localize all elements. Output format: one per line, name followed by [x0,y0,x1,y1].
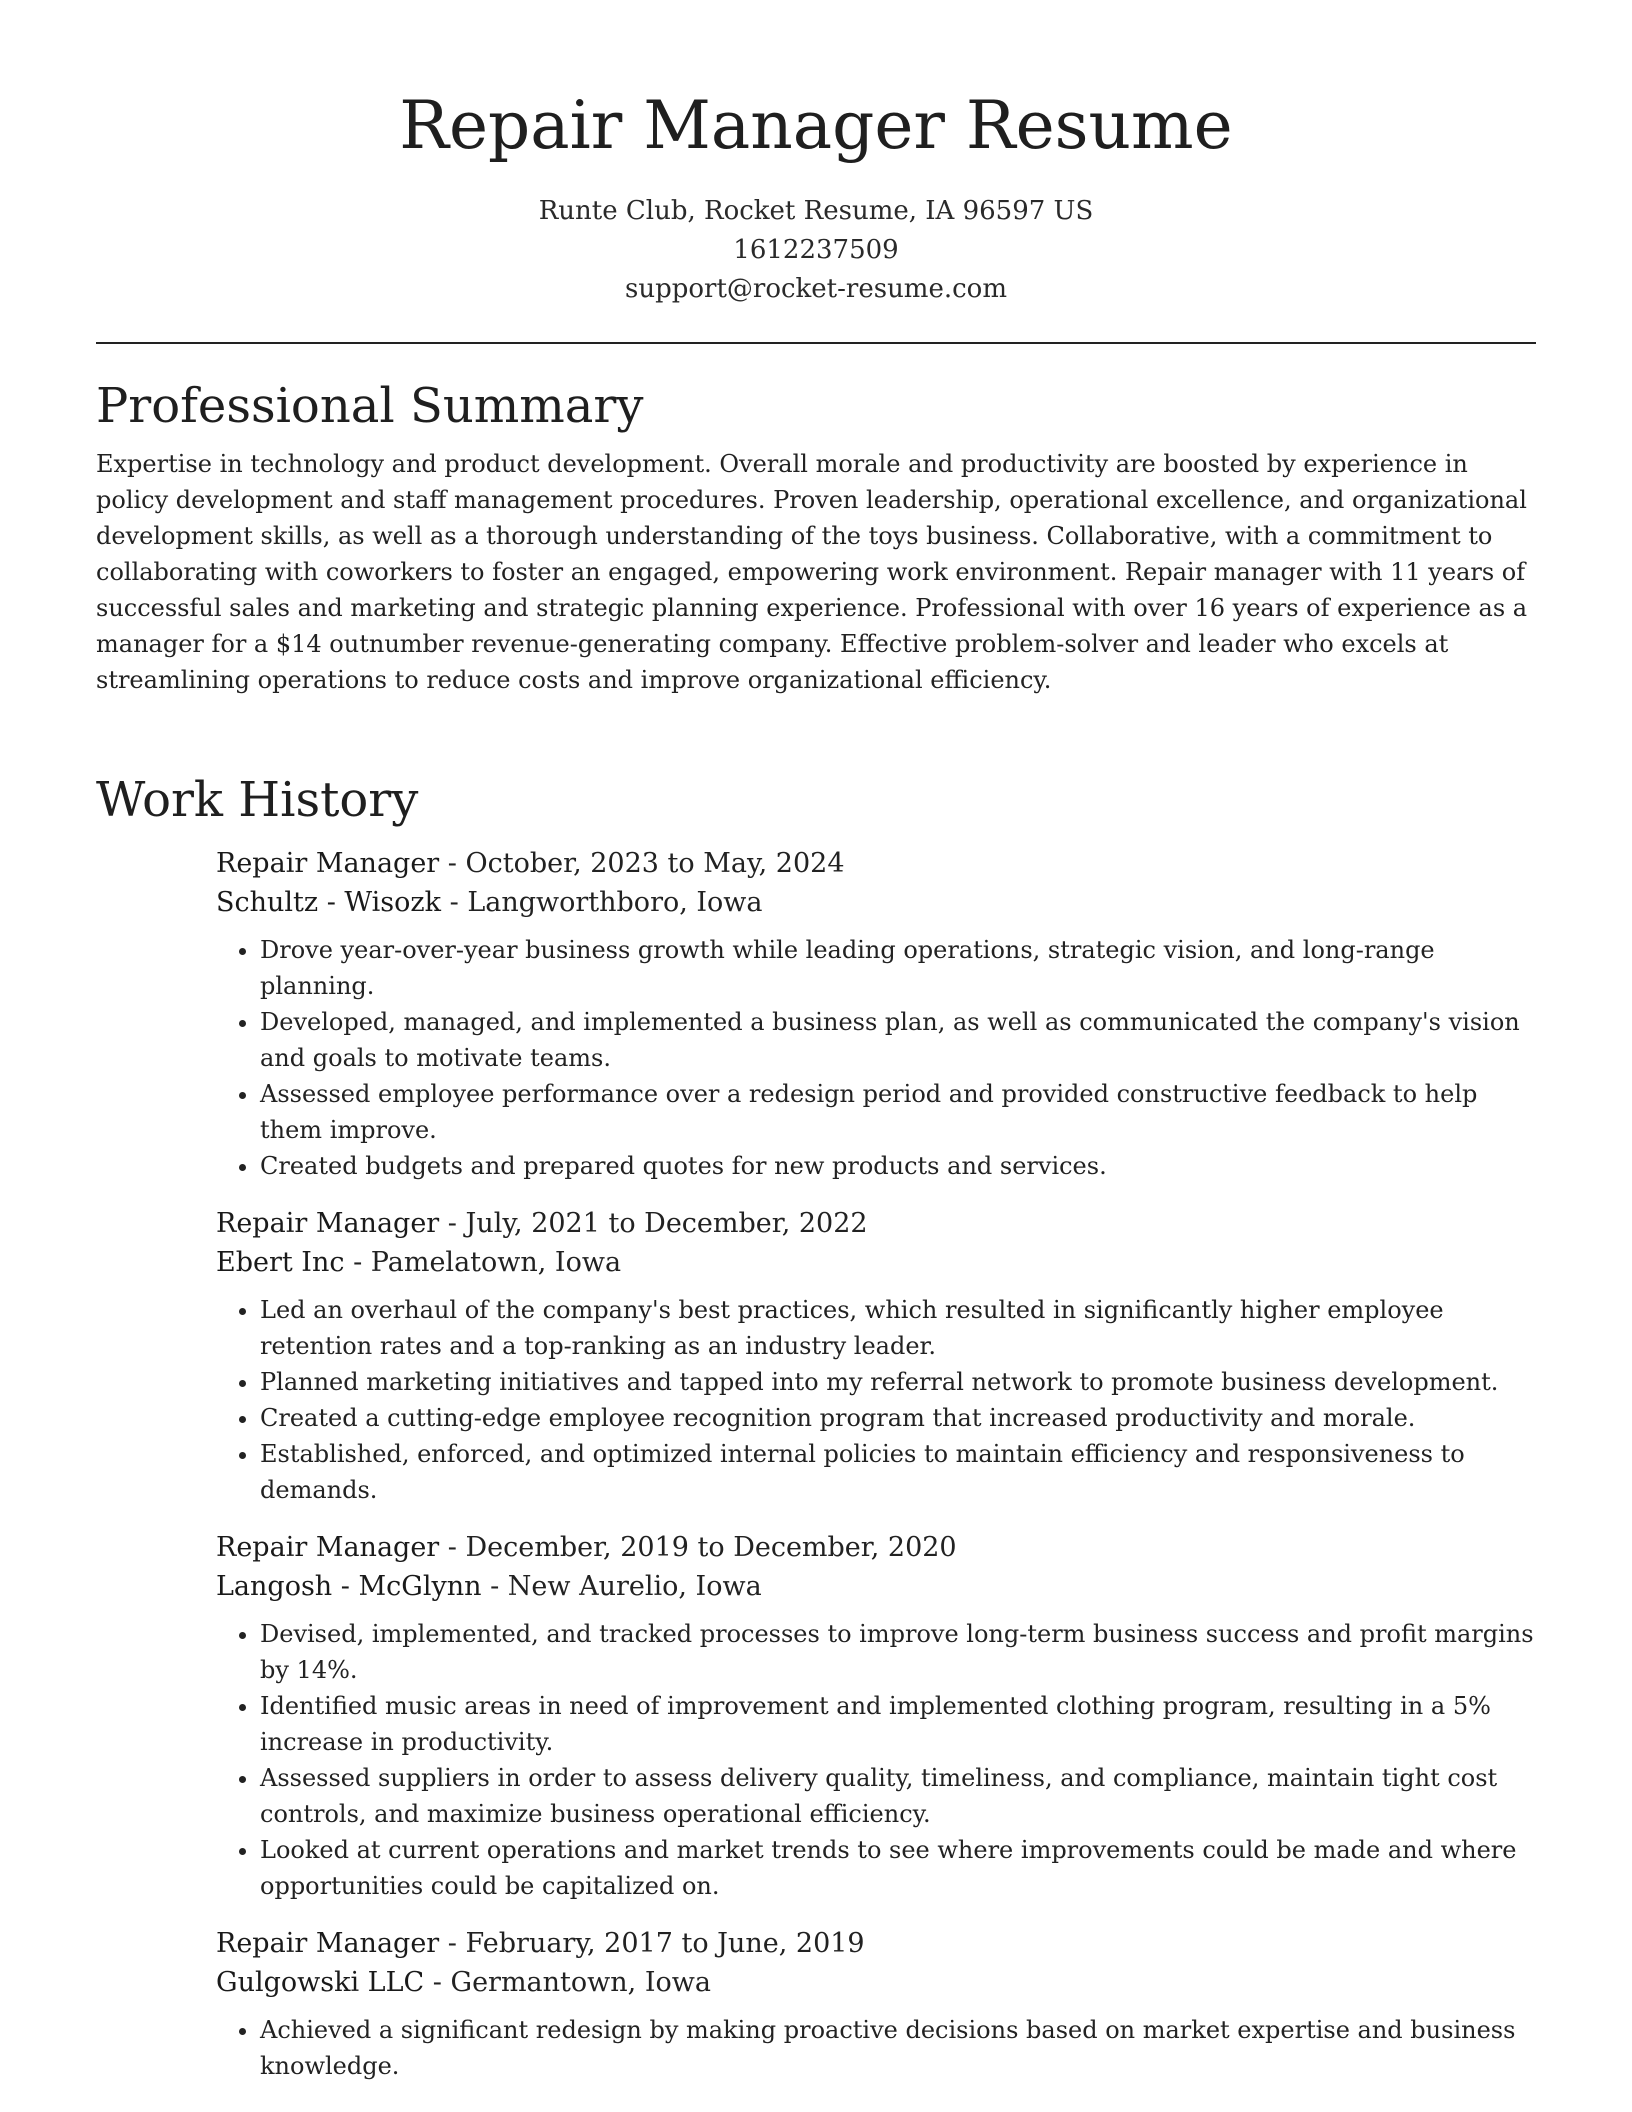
header-divider [96,342,1536,344]
duty-item: • Planned marketing initiatives and tapped into my referral network to promote business development. [260,1364,1536,1400]
contact-info [0,192,1632,309]
job-location: Germantown, Iowa [450,1967,711,1998]
job-title: Repair Manager [216,1532,440,1563]
duty-item: • Developed, managed, and implemented a business plan, as well as communicated the company's vision and goals to motivate teams. [260,1004,1536,1076]
duty-item: • Looked at current operations and market trends to see where improvements could be made and where opportunities could be capitalized on. [260,1832,1536,1904]
job-company: Gulgowski LLC [216,1967,425,1998]
job-entry [216,1204,1536,1508]
job-dates: July, 2021 to December, 2022 [465,1208,868,1239]
duty-item: • Achieved a significant redesign by making proactive decisions based on market expertise and business knowledge. [260,2012,1536,2084]
job-location: Pamelatown, Iowa [370,1247,622,1278]
job-title-line: Repair Manager - July, 2021 to December, 2022 [216,1208,868,1239]
duty-item: • Drove year-over-year business growth while leading operations, strategic vision, and long-range planning. [260,932,1536,1004]
job-dates: February, 2017 to June, 2019 [465,1928,865,1959]
work-history-section [96,770,1536,2084]
job-dates: December, 2019 to December, 2020 [465,1532,957,1563]
professional-summary-section [96,376,1536,698]
duty-item: • Created a cutting-edge employee recognition program that increased productivity and morale. [260,1400,1536,1436]
job-company-line: Schultz - Wisozk - Langworthboro, Iowa [216,887,763,918]
job-dates: October, 2023 to May, 2024 [465,848,845,879]
job-duties [216,2012,1536,2084]
job-company: Schultz - Wisozk [216,887,442,918]
job-entry [216,1924,1536,2084]
job-duties [216,932,1536,1184]
duty-item: • Created budgets and prepared quotes for new products and services. [260,1148,1536,1184]
job-title-line: Repair Manager - December, 2019 to December, 2020 [216,1532,957,1563]
summary-text: Expertise in technology and product development. Overall morale and productivity are boosted by experience in policy development and staff management procedures. Proven leadership, operational excellence, and organizational development skills, as well as a thorough understanding of the toys business. Collaborative, with a commitment to collaborating with coworkers to foster an engaged, empowering work environment. Repair manager with 11 years of successful sales and marketing and strategic planning experience. Professional with over 16 years of experience as a manager for a $14 outnumber revenue-generating company. Effective problem-solver and leader who excels at streamlining operations to reduce costs and improve organizational efficiency. [96,450,1528,694]
duty-item: • Identified music areas in need of improvement and implemented clothing program, resulting in a 5% increase in productivity. [260,1688,1536,1760]
duty-item: • Established, enforced, and optimized internal policies to maintain efficiency and responsiveness to demands. [260,1436,1536,1508]
job-list [216,844,1536,2084]
resume-header [0,0,1632,309]
contact-email: support@rocket-resume.com [624,274,1007,304]
job-company-line: Langosh - McGlynn - New Aurelio, Iowa [216,1571,762,1602]
job-duties [216,1616,1536,1904]
job-company-line: Ebert Inc - Pamelatown, Iowa [216,1247,622,1278]
job-company-line: Gulgowski LLC - Germantown, Iowa [216,1967,711,1998]
job-title: Repair Manager [216,848,440,879]
job-title: Repair Manager [216,1208,440,1239]
job-duties [216,1292,1536,1508]
job-company: Ebert Inc [216,1247,345,1278]
job-entry [216,844,1536,1184]
duty-item: • Devised, implemented, and tracked processes to improve long-term business success and profit margins by 14%. [260,1616,1536,1688]
job-title: Repair Manager [216,1928,440,1959]
section-heading-summary: Professional Summary [96,378,644,434]
job-company: Langosh - McGlynn [216,1571,482,1602]
page-title: Repair Manager Resume [399,87,1233,164]
duty-item: • Led an overhaul of the company's best practices, which resulted in significantly higher employee retention rates and a top-ranking as an industry leader. [260,1292,1536,1364]
contact-phone: 1612237509 [733,235,899,265]
job-title-line: Repair Manager - October, 2023 to May, 2024 [216,848,845,879]
duty-item: • Assessed suppliers in order to assess delivery quality, timeliness, and compliance, maintain tight cost controls, and maximize business operational efficiency. [260,1760,1536,1832]
section-heading-work-history: Work History [96,772,419,828]
job-location: Langworthboro, Iowa [467,887,763,918]
job-location: New Aurelio, Iowa [507,1571,762,1602]
job-title-line: Repair Manager - February, 2017 to June, 2019 [216,1928,865,1959]
contact-address: Runte Club, Rocket Resume, IA 96597 US [538,196,1094,226]
job-entry [216,1528,1536,1904]
duty-item: • Assessed employee performance over a redesign period and provided constructive feedback to help them improve. [260,1076,1536,1148]
